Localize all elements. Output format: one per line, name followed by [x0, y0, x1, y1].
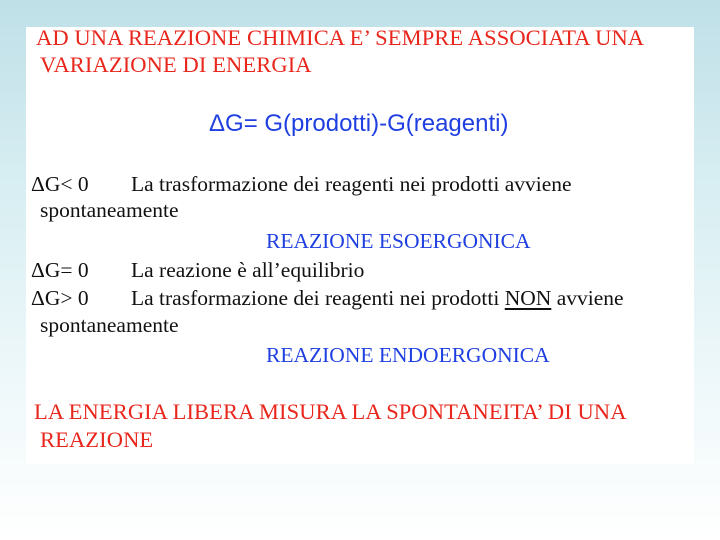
case-zero — [31, 260, 691, 282]
conclusion-line-1: LA ENERGIA LIBERA MISURA LA SPONTANEITA’ DI UNA — [34, 399, 627, 424]
condition-zero: ΔG= 0 — [31, 258, 89, 282]
case-positive-continuation: spontaneamente — [40, 313, 179, 337]
condition-negative: ΔG< 0 — [31, 172, 89, 196]
case-positive-text-after: avviene — [556, 286, 624, 310]
heading-line-2: VARIAZIONE DI ENERGIA — [40, 52, 312, 77]
case-positive — [31, 288, 691, 310]
delta-g-equation: ΔG= G(prodotti)-G(reagenti) — [209, 110, 509, 137]
conclusion-line-2: REAZIONE — [40, 427, 154, 452]
label-endoergonica: REAZIONE ENDOERGONICA — [266, 343, 550, 367]
condition-positive: ΔG> 0 — [31, 286, 89, 310]
case-positive-text-before: La trasformazione dei reagenti nei prodotti — [131, 286, 500, 310]
label-esoergonica: REAZIONE ESOERGONICA — [266, 229, 531, 253]
case-positive-emphasis: NON — [504, 286, 552, 310]
case-zero-text: La reazione è all’equilibrio — [131, 258, 365, 282]
slide-content — [26, 27, 694, 464]
case-negative — [31, 174, 691, 196]
case-negative-text: La trasformazione dei reagenti nei prodotti avviene — [131, 172, 572, 196]
case-positive-text — [131, 288, 624, 310]
heading-line-1: AD UNA REAZIONE CHIMICA E’ SEMPRE ASSOCIATA UNA — [36, 25, 645, 50]
case-negative-continuation: spontaneamente — [40, 198, 179, 222]
